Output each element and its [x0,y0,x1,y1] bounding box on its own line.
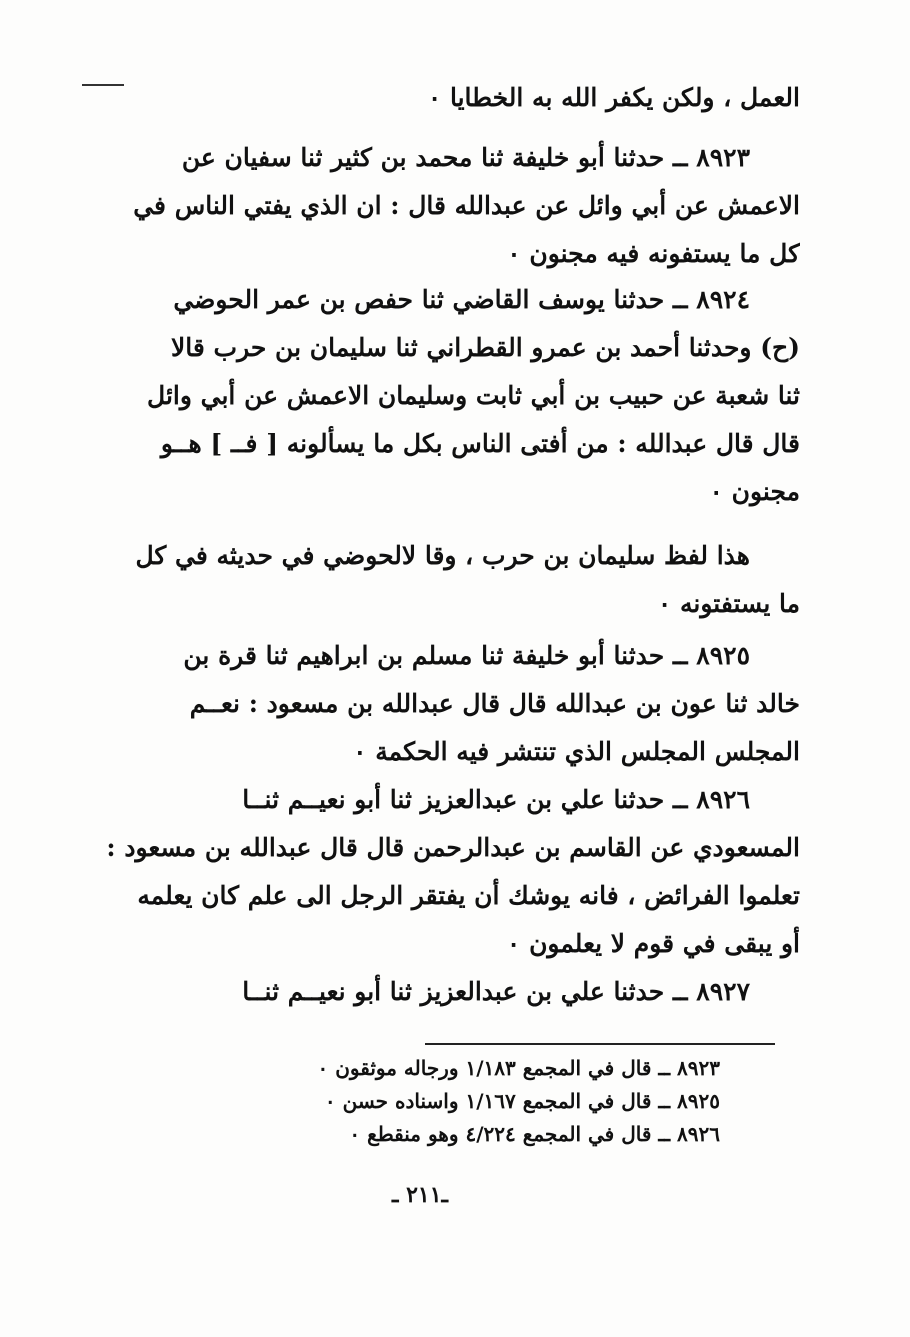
text-line: المجلس المجلس الذي تنتشر فيه الحكمة ٠ [353,737,800,766]
footnotes [250,1052,720,1151]
text-line: قال قال عبدالله : من أفتى الناس بكل ما يسألونه [ فــ ] هــو [160,429,800,458]
text-line: ما يستفتونه ٠ [657,589,800,618]
hadith-8926 [80,776,800,968]
text-line: كل ما يستفونه فيه مجنون ٠ [507,239,800,268]
footnote-8926: ٨٩٢٦ ــ قال في المجمع ٤/٢٢٤ وهو منقطع ٠ [349,1122,720,1146]
text-line: خالد ثنا عون بن عبدالله قال قال عبدالله بن مسعود : نعــم [189,689,800,718]
text-line: (ح) وحدثنا أحمد بن عمرو القطراني ثنا سليمان بن حرب قالا [171,333,800,362]
commentary-paragraph [80,532,800,628]
text-line: ٨٩٢٦ ــ حدثنا علي بن عبدالعزيز ثنا أبو نعيــم ثنــا [242,785,750,814]
text-line: هذا لفظ سليمان بن حرب ، وقا لالحوضي في حديثه في كل [135,541,750,570]
text-line: ٨٩٢٥ ــ حدثنا أبو خليفة ثنا مسلم بن ابراهيم ثنا قرة بن [183,641,750,670]
text-line: مجنون ٠ [709,477,800,506]
text-line: المسعودي عن القاسم بن عبدالرحمن قال قال عبدالله بن مسعود : [106,833,800,862]
paragraph-continuation [80,74,800,122]
hadith-8923 [80,134,800,278]
footnote-8925: ٨٩٢٥ ــ قال في المجمع ١/١٦٧ واسناده حسن ٠ [324,1089,720,1113]
page-number: ـ٢١١ ـ [391,1182,448,1208]
text-line: ثنا شعبة عن حبيب بن أبي ثابت وسليمان الاعمش عن أبي وائل [147,381,800,410]
footnote-8923: ٨٩٢٣ ــ قال في المجمع ١/١٨٣ ورجاله موثقون ٠ [317,1056,720,1080]
footnote-rule [425,1043,775,1045]
text-line: ٨٩٢٧ ــ حدثنا علي بن عبدالعزيز ثنا أبو نعيــم ثنــا [242,977,750,1006]
hadith-8924 [80,276,800,516]
text-line: ٨٩٢٣ ــ حدثنا أبو خليفة ثنا محمد بن كثير ثنا سفيان عن [181,143,750,172]
text-line: ٨٩٢٤ ــ حدثنا يوسف القاضي ثنا حفص بن عمر الحوضي [173,285,750,314]
text-line: الاعمش عن أبي وائل عن عبدالله قال : ان الذي يفتي الناس في [133,191,800,220]
hadith-8925 [80,632,800,776]
hadith-8927 [80,968,800,1016]
text-line: أو يبقى في قوم لا يعلمون ٠ [506,929,800,958]
text-line: تعلموا الفرائض ، فانه يوشك أن يفتقر الرجل الى علم كان يعلمه [137,881,800,910]
text-line: العمل ، ولكن يكفر الله به الخطايا ٠ [427,83,800,112]
